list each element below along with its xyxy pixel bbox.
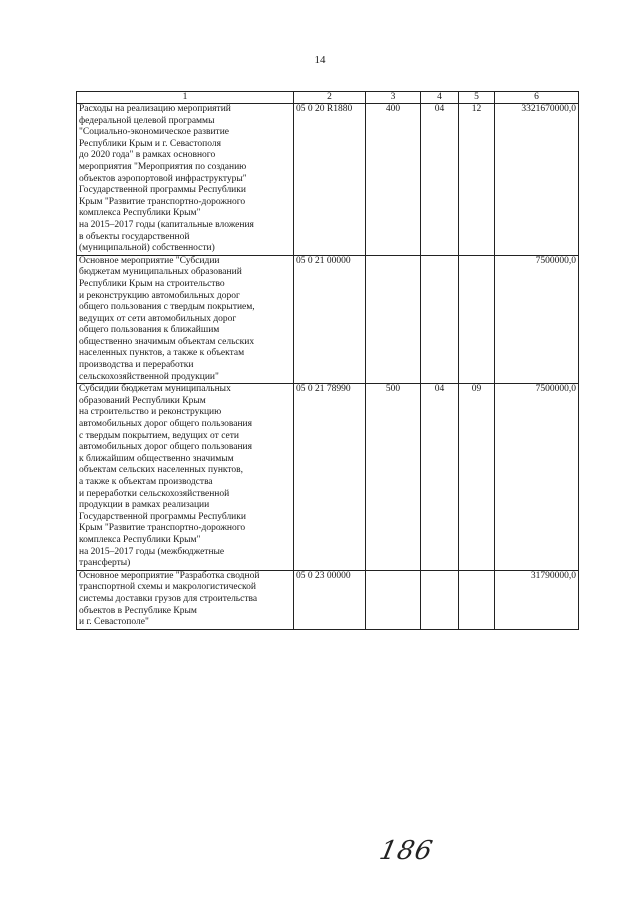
row-col4 [421,570,459,629]
column-header: 4 [421,92,459,104]
row-description: Основное мероприятие "Субсидии бюджетам муниципальных образований Республики Крым на строительство и реконструкцию автомобильных дорог общего пользования с твердым покрытием, ведущих от сети автомобильных дорог общего пользования к ближайшим общественно значимым объектам сельских населенных пунктов, а также к объектам производства и переработки сельскохозяйственной продукции" [77,255,294,384]
table-row [77,570,579,629]
row-code: 05 0 23 00000 [294,570,366,629]
row-col3 [366,255,421,384]
row-col4 [421,255,459,384]
row-col4: 04 [421,104,459,256]
row-amount: 31790000,0 [495,570,579,629]
row-col3 [366,570,421,629]
row-col3: 400 [366,104,421,256]
row-description: Расходы на реализацию мероприятий федеральной целевой программы "Социально-экономическое развитие Республики Крым и г. Севастополя до 2020 года" в рамках основного мероприятия "Мероприятия по созданию объектов аэропортовой инфраструктуры" Государственной программы Республики Крым "Развитие транспортно-дорожного комплекса Республики Крым" на 2015–2017 годы (капитальные вложения в объекты государственной (муниципальной) собственности) [77,104,294,256]
row-col5: 12 [459,104,495,256]
row-col3: 500 [366,384,421,571]
row-code: 05 0 21 78990 [294,384,366,571]
table-row [77,104,579,256]
column-header: 1 [77,92,294,104]
row-col5 [459,255,495,384]
row-description: Основное мероприятие "Разработка сводной транспортной схемы и макрологистической системы доставки грузов для строительства объектов в Республике Крым и г. Севастополе" [77,570,294,629]
column-header: 6 [495,92,579,104]
table-row [77,255,579,384]
row-col5: 09 [459,384,495,571]
table-header-row [77,92,579,104]
row-code: 05 0 21 00000 [294,255,366,384]
page-number: 14 [314,54,326,66]
row-amount: 7500000,0 [495,255,579,384]
row-description: Субсидии бюджетам муниципальных образований Республики Крым на строительство и реконструкцию автомобильных дорог общего пользования с твердым покрытием, ведущих от сети автомобильных дорог общего пользования к ближайшим общественно значимым объектам сельских населенных пунктов, а также к объектам производства и переработки сельскохозяйственной продукции в рамках реализации Государственной программы Республики Крым "Развитие транспортно-дорожного комплекса Республики Крым" на 2015–2017 годы (межбюджетные трансферты) [77,384,294,571]
handwritten-page-mark: 186 [376,836,436,866]
row-col4: 04 [421,384,459,571]
row-col5 [459,570,495,629]
column-header: 3 [366,92,421,104]
table-row [77,384,579,571]
budget-table [76,91,579,630]
column-header: 2 [294,92,366,104]
column-header: 5 [459,92,495,104]
row-code: 05 0 20 R1880 [294,104,366,256]
row-amount: 3321670000,0 [495,104,579,256]
row-amount: 7500000,0 [495,384,579,571]
